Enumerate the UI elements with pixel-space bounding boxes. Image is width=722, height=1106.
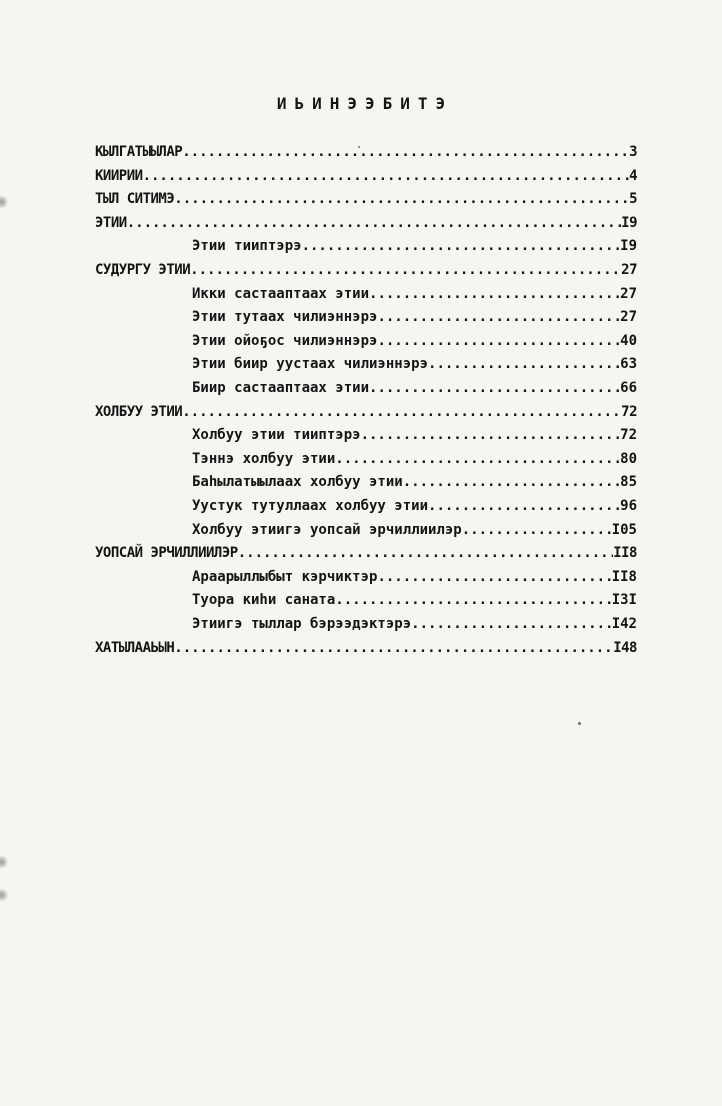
- toc-entry-label: Баһылатыылаах холбуу этии: [192, 474, 403, 491]
- toc-entry-label: Тэннэ холбуу этии: [192, 450, 336, 467]
- toc-subsection-entry: [192, 284, 637, 304]
- toc-page-number: I05: [611, 521, 637, 538]
- toc-page-number: 27: [620, 285, 637, 302]
- toc-dot-leader: [411, 614, 612, 634]
- toc-entry-label: ТЫЛ СИТИМЭ: [95, 191, 175, 208]
- toc-page-number: I9: [621, 214, 637, 231]
- toc-page-number: 27: [621, 262, 637, 278]
- toc-dot-leader: [335, 449, 620, 469]
- toc-subsection-entry: [192, 378, 637, 398]
- toc-page-number: 4: [629, 167, 637, 184]
- toc-entry-label: Этии тутаах чилиэннэрэ: [192, 309, 378, 326]
- toc-dot-leader: [462, 520, 612, 540]
- toc-entry-label: Этии биир уустаах чилиэннэрэ: [192, 356, 429, 373]
- toc-section-entry: [95, 638, 637, 658]
- toc-subsection-entry: [192, 236, 637, 256]
- toc-page-number: 72: [621, 403, 637, 420]
- scan-edge-mark: [0, 855, 8, 869]
- toc-dot-leader: [238, 543, 613, 563]
- toc-dot-leader: [174, 189, 629, 209]
- toc-dot-leader: [428, 496, 620, 516]
- toc-dot-leader: [190, 260, 621, 280]
- toc-page-number: I42: [611, 616, 637, 632]
- toc-subsection-entry: [192, 354, 637, 374]
- toc-entry-label: СУДУРГУ ЭТИИ: [95, 262, 191, 278]
- toc-subsection-entry: [192, 425, 637, 445]
- toc-subsection-entry: [192, 472, 637, 492]
- toc-entry-label: Холбуу этии тииптэрэ: [192, 427, 361, 444]
- toc-subsection-entry: [192, 307, 637, 327]
- toc-page-number: 3: [629, 144, 637, 160]
- toc-dot-leader: [302, 236, 621, 256]
- toc-page-number: 27: [620, 309, 637, 326]
- toc-entry-label: Биир састааптаах этии: [192, 380, 370, 396]
- toc-dot-leader: [182, 402, 621, 422]
- toc-subsection-entry: [192, 614, 637, 634]
- toc-dot-leader: [377, 567, 611, 587]
- page-title: ИЬИНЭЭБИТЭ: [276, 94, 454, 113]
- toc-section-entry: [95, 260, 637, 280]
- toc-dot-leader: [361, 425, 621, 445]
- toc-entry-label: Уустук тутуллаах холбуу этии: [192, 498, 429, 514]
- scan-speck: [358, 146, 360, 148]
- toc-entry-label: ХАТЫЛААЬЫН: [95, 639, 175, 656]
- toc-subsection-entry: [192, 520, 637, 540]
- toc-page-number: II8: [613, 545, 637, 562]
- toc-dot-leader: [428, 354, 620, 374]
- toc-page-number: II8: [611, 568, 637, 585]
- toc-page-number: I3I: [611, 592, 637, 609]
- toc-section-entry: [95, 189, 637, 209]
- toc-dot-leader: [369, 284, 620, 304]
- scan-speck: [578, 722, 581, 725]
- toc-entry-label: КИИРИИ: [95, 167, 143, 184]
- toc-dot-leader: [127, 213, 621, 233]
- toc-subsection-entry: [192, 331, 637, 351]
- toc-subsection-entry: [192, 567, 637, 587]
- toc-entry-label: Этиигэ тыллар бэрээдэктэрэ: [192, 616, 412, 632]
- toc-subsection-entry: [192, 496, 637, 516]
- toc-entry-label: УОПСАЙ ЭРЧИЛЛИИЛЭР: [95, 545, 238, 562]
- toc-entry-label: Этии тииптэрэ: [192, 238, 302, 255]
- toc-entry-label: Этии ойоҕос чилиэннэрэ: [192, 332, 378, 349]
- toc-page-number: 80: [620, 450, 637, 467]
- toc-section-entry: [95, 543, 637, 563]
- toc-page-number: I48: [613, 639, 637, 656]
- toc-dot-leader: [335, 590, 611, 610]
- toc-entry-label: ХОЛБУУ ЭТИИ: [95, 403, 183, 420]
- toc-page-number: 96: [620, 498, 637, 514]
- toc-section-entry: [95, 213, 637, 233]
- toc-page-number: 85: [620, 474, 637, 491]
- toc-section-entry: [95, 142, 637, 162]
- toc-page-number: 66: [620, 380, 637, 396]
- toc-page-number: 40: [620, 332, 637, 349]
- toc-subsection-entry: [192, 590, 637, 610]
- toc-dot-leader: [377, 307, 620, 327]
- toc-section-entry: [95, 166, 637, 186]
- toc-entry-label: Туора киһи саната: [192, 592, 336, 609]
- toc-page-number: 5: [629, 191, 637, 208]
- toc-page-number: I9: [620, 238, 637, 255]
- toc-dot-leader: [143, 166, 629, 186]
- toc-dot-leader: [403, 472, 620, 492]
- toc-dot-leader: [377, 331, 620, 351]
- toc-page-number: 63: [620, 356, 637, 373]
- toc-dot-leader: [182, 142, 629, 162]
- toc-entry-label: Араарыллыбыт кэрчиктэр: [192, 568, 378, 585]
- toc-entry-label: ЭТИИ: [95, 214, 127, 231]
- toc-entry-label: Холбуу этиигэ уопсай эрчиллиилэр: [192, 521, 462, 538]
- scan-edge-mark: [0, 888, 8, 902]
- toc-entry-label: КЫЛГАТЫЫЛАР: [95, 144, 183, 160]
- scan-edge-mark: [0, 195, 8, 209]
- toc-page-number: 72: [620, 427, 637, 444]
- toc-dot-leader: [369, 378, 620, 398]
- toc-subsection-entry: [192, 449, 637, 469]
- toc-section-entry: [95, 402, 637, 422]
- toc-entry-label: Икки састааптаах этии: [192, 285, 370, 302]
- toc-dot-leader: [174, 638, 613, 658]
